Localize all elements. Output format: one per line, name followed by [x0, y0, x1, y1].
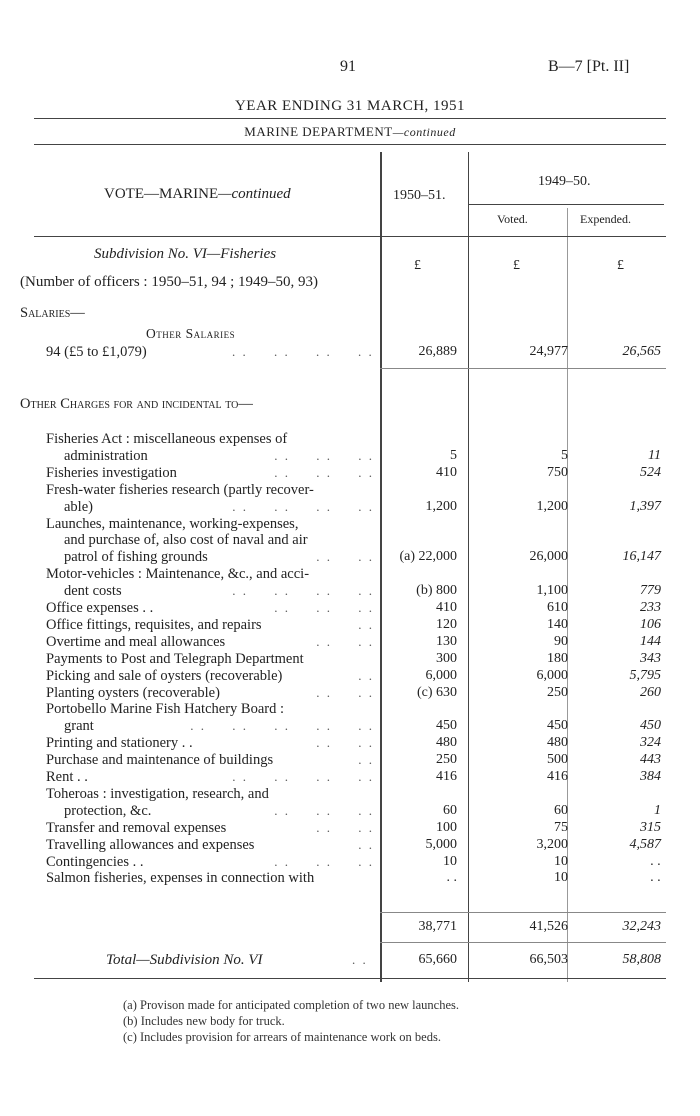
row-value-expended: 1,397 — [629, 498, 661, 514]
row-leader-dots: . . . . . . — [274, 802, 374, 818]
header-bottom-rule — [34, 236, 666, 237]
row-leader-dots: . . . . — [316, 549, 374, 565]
row-value-1950: 5,000 — [425, 836, 457, 852]
column-rule-middle — [468, 152, 469, 982]
column-1950-header: 1950–51. — [393, 188, 446, 203]
page-number: 91 — [340, 58, 356, 75]
column-rule-left — [380, 152, 382, 982]
row-value-1950: 100 — [436, 819, 457, 835]
row-label-line: Office fittings, requisites, and repairs — [46, 616, 262, 633]
row-label-line: Overtime and meal allowances — [46, 633, 226, 650]
row-value-voted: 180 — [547, 650, 568, 666]
row-value-1950: (a) 22,000 — [399, 549, 457, 565]
row-leader-dots: . . . . . . . . . . — [190, 718, 374, 734]
row-value-voted: 90 — [554, 633, 568, 649]
salaries-heading: Salaries— — [20, 305, 85, 321]
row-label-line: Office expenses . . — [46, 600, 154, 616]
subtotal-rule-bottom — [380, 942, 666, 943]
row-value-1950: 1,200 — [425, 498, 457, 514]
row-value-voted: 480 — [547, 735, 568, 751]
row-value-expended: 343 — [640, 650, 661, 666]
department-name: MARINE DEPARTMENT — [244, 124, 393, 139]
subtotal-value-voted: 41,526 — [529, 919, 568, 934]
total-label: Total—Subdivision No. VI — [106, 952, 263, 968]
row-leader-dots: . . — [358, 616, 374, 632]
row-value-voted: 3,200 — [536, 836, 568, 852]
row-label-line: Fresh-water fisheries research (partly recover- — [46, 481, 314, 498]
row-leader-dots: . . . . . . — [274, 853, 374, 869]
row-value-voted: 26,000 — [529, 549, 568, 565]
row-leader-dots: . . . . . . . . — [232, 583, 374, 599]
salaries-dots: . . . . . . . . — [232, 344, 374, 359]
row-value-1950: 5 — [450, 447, 457, 463]
salaries-value-1950: 26,889 — [418, 344, 457, 359]
row-label-line: dent costs — [64, 583, 122, 600]
total-value-voted: 66,503 — [529, 952, 568, 967]
row-label-line: and purchase of, also cost of naval and air — [64, 532, 308, 549]
currency-1950: £ — [414, 258, 421, 273]
row-value-1950: . . — [446, 870, 457, 886]
row-label-line: grant — [64, 718, 94, 735]
row-value-1950: (b) 800 — [416, 583, 457, 599]
row-value-expended: 779 — [640, 583, 661, 599]
vote-heading — [104, 186, 291, 203]
row-label-line: Fisheries investigation — [46, 464, 177, 481]
row-leader-dots: . . . . . . . . — [232, 498, 374, 514]
row-value-voted: 1,100 — [536, 583, 568, 599]
row-label-line: Contingencies . . — [46, 853, 144, 870]
row-value-expended: 4,587 — [629, 836, 661, 852]
department-title — [0, 124, 700, 140]
row-label-line: administration — [64, 447, 148, 464]
footnote-c: (c) Includes provision for arrears of maintenance work on beds. — [123, 1030, 441, 1044]
row-value-voted: 416 — [547, 769, 568, 784]
salaries-value-voted: 24,977 — [529, 344, 568, 359]
page-reference: B—7 [Pt. II] — [548, 58, 630, 75]
row-value-1950: 416 — [436, 769, 457, 784]
salaries-rule — [380, 368, 666, 369]
column-expended-header: Expended. — [580, 212, 631, 226]
row-value-voted: 1,200 — [536, 498, 568, 514]
row-leader-dots: . . . . . . . . — [232, 769, 374, 784]
row-leader-dots: . . — [358, 836, 374, 852]
row-value-voted: 10 — [554, 870, 568, 886]
total-value-expended: 58,808 — [622, 952, 661, 967]
currency-expended: £ — [617, 258, 624, 273]
row-label-line: Portobello Marine Fish Hatchery Board : — [46, 701, 284, 718]
row-label-line: Purchase and maintenance of buildings — [46, 752, 274, 769]
row-value-1950: 300 — [436, 650, 457, 666]
row-value-voted: 6,000 — [536, 667, 568, 683]
row-label-line: Motor-vehicles : Maintenance, &c., and acci- — [46, 566, 310, 583]
column-1949-header: 1949–50. — [538, 174, 591, 189]
row-label-line: Transfer and removal expenses — [46, 819, 227, 836]
row-leader-dots: . . . . — [316, 819, 374, 835]
row-label-line: protection, &c. — [64, 802, 152, 819]
row-leader-dots: . . — [358, 752, 374, 768]
row-value-voted: 500 — [547, 752, 568, 768]
row-label-line: Picking and sale of oysters (recoverable) — [46, 667, 283, 684]
footnote-b: (b) Includes new body for truck. — [123, 1014, 285, 1028]
row-value-voted: 10 — [554, 853, 568, 869]
row-value-voted: 250 — [547, 684, 568, 700]
row-label-line: Rent . . — [46, 769, 88, 785]
row-label-line: patrol of fishing grounds — [64, 549, 208, 566]
table-bottom-rule — [34, 978, 666, 979]
row-leader-dots: . . . . — [316, 684, 374, 700]
row-label-line: Planting oysters (recoverable) — [46, 684, 220, 701]
row-label-line: Travelling allowances and expenses — [46, 836, 255, 853]
row-value-expended: 450 — [640, 718, 661, 734]
subdivision-title: Subdivision No. VI—Fisheries — [94, 246, 277, 262]
total-value-1950: 65,660 — [418, 952, 457, 967]
row-value-expended: 315 — [640, 819, 661, 835]
row-value-expended: 524 — [640, 464, 661, 480]
row-value-expended: 16,147 — [622, 549, 661, 565]
row-value-1950: 120 — [436, 616, 457, 632]
subtotal-value-expended: 32,243 — [622, 919, 661, 934]
salaries-value-expended: 26,565 — [622, 344, 661, 359]
row-value-1950: 450 — [436, 718, 457, 734]
row-leader-dots: . . . . . . — [274, 447, 374, 463]
row-value-voted: 750 — [547, 464, 568, 480]
department-suffix: —continued — [392, 125, 456, 139]
row-value-expended: 11 — [648, 447, 661, 463]
row-label-line: able) — [64, 498, 93, 515]
row-value-expended: 260 — [640, 684, 661, 700]
row-value-expended: 384 — [640, 769, 661, 784]
other-salaries-heading: Other Salaries — [146, 326, 236, 341]
row-value-1950: 480 — [436, 735, 457, 751]
row-value-voted: 5 — [561, 447, 568, 463]
row-leader-dots: . . . . — [316, 633, 374, 649]
title-rule — [34, 118, 666, 119]
row-value-1950: 60 — [443, 802, 457, 818]
row-value-expended: 233 — [640, 600, 661, 615]
vote-suffix: —continued — [218, 186, 291, 202]
row-leader-dots: . . . . . . — [274, 464, 374, 480]
row-label-line: Launches, maintenance, working-expenses, — [46, 515, 299, 532]
row-leader-dots: . . — [358, 667, 374, 683]
row-value-expended: 1 — [654, 802, 661, 818]
row-value-1950: 130 — [436, 633, 457, 649]
subtotal-value-1950: 38,771 — [418, 919, 457, 934]
row-label-line: Payments to Post and Telegraph Department — [46, 650, 304, 667]
officers-note: (Number of officers : 1950–51, 94 ; 1949–50, 93) — [20, 274, 319, 290]
total-dots: . . — [352, 952, 368, 967]
row-value-expended: 324 — [640, 735, 661, 751]
vote-label: VOTE—MARINE — [104, 186, 219, 202]
row-value-voted: 60 — [554, 802, 568, 818]
row-label-line: Printing and stationery . . — [46, 735, 193, 752]
row-value-1950: 250 — [436, 752, 457, 768]
page-title: YEAR ENDING 31 MARCH, 1951 — [234, 98, 466, 114]
currency-voted: £ — [513, 258, 520, 273]
row-value-voted: 140 — [547, 616, 568, 632]
row-leader-dots: . . . . — [316, 735, 374, 751]
other-charges-heading: Other Charges for and incidental to— — [20, 396, 253, 412]
header-year-rule — [468, 204, 664, 205]
row-value-voted: 610 — [547, 600, 568, 615]
row-value-1950: 10 — [443, 853, 457, 869]
row-label-line: Salmon fisheries, expenses in connection with — [46, 870, 315, 887]
footnote-a: (a) Provison made for anticipated completion of two new launches. — [123, 998, 460, 1012]
row-value-expended: . . — [650, 853, 661, 869]
department-rule — [34, 144, 666, 145]
row-value-1950: 410 — [436, 464, 457, 480]
row-value-expended: 443 — [640, 752, 661, 768]
row-value-expended: 144 — [640, 633, 661, 649]
row-value-expended: . . — [650, 870, 661, 886]
row-value-voted: 450 — [547, 718, 568, 734]
row-leader-dots: . . . . . . — [274, 600, 374, 615]
row-label-line: Toheroas : investigation, research, and — [46, 785, 269, 802]
row-value-1950: 410 — [436, 600, 457, 615]
row-value-expended: 5,795 — [629, 667, 661, 683]
row-value-1950: (c) 630 — [416, 684, 457, 700]
row-value-voted: 75 — [554, 819, 568, 835]
subtotal-rule-top — [380, 912, 666, 913]
row-value-1950: 6,000 — [425, 667, 457, 683]
salaries-item: 94 (£5 to £1,079) — [46, 344, 147, 360]
column-voted-header: Voted. — [497, 212, 528, 226]
row-label-line: Fisheries Act : miscellaneous expenses of — [46, 431, 288, 447]
row-value-expended: 106 — [640, 616, 661, 632]
